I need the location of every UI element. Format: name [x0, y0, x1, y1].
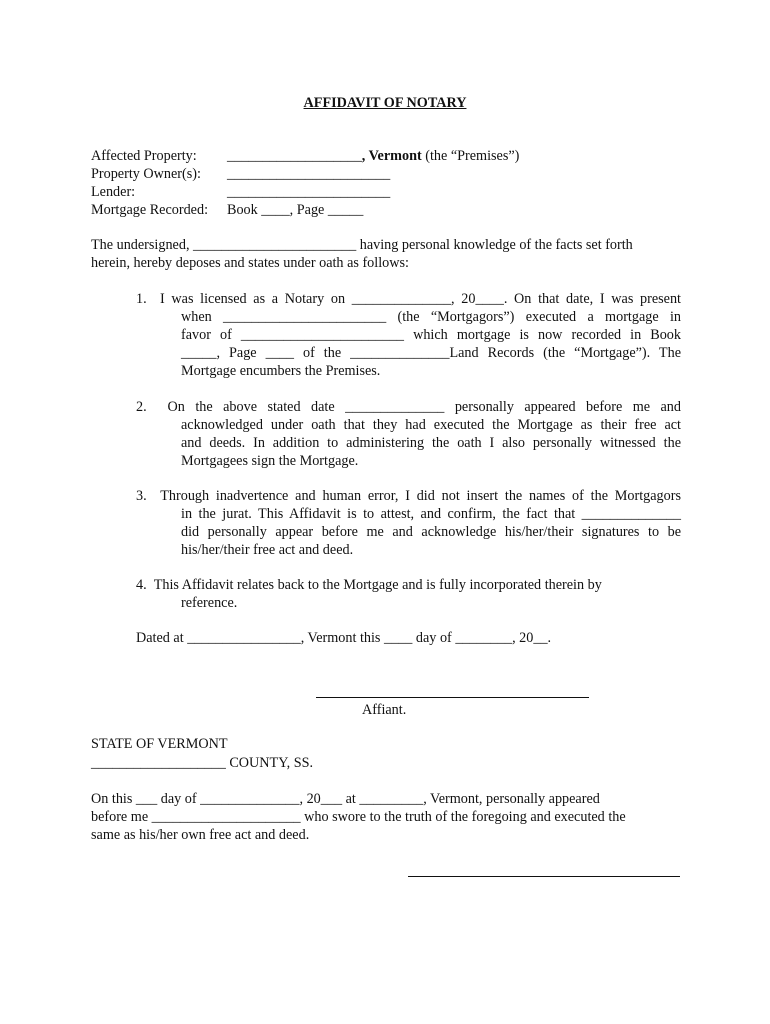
item-line: in the jurat. This Affidavit is to attest, and confirm, the fact that ______________: [181, 506, 681, 522]
property-details: [91, 147, 519, 219]
notary-line: before me _____________________ who swore to the truth of the foregoing and executed the: [91, 809, 626, 825]
item-line: Mortgagees sign the Mortgage.: [181, 453, 359, 469]
item-line: favor of _______________________ which mortgage is now recorded in Book: [181, 327, 681, 343]
item-first-line: 3. Through inadvertence and human error, I did not insert the names of the Mortgagors: [136, 488, 681, 504]
affiant-signature-line: [316, 697, 589, 698]
property-value: _______________________: [227, 166, 391, 182]
property-label: Property Owner(s):: [91, 166, 201, 182]
item-line: acknowledged under oath that they had executed the Mortgage as their free act: [181, 417, 681, 433]
item-line: _____, Page ____ of the ______________Land Records (the “Mortgage”). The: [181, 345, 681, 361]
property-row-owners: [91, 165, 519, 183]
item-line: when _______________________ (the “Mortgagors”) executed a mortgage in: [181, 309, 681, 325]
county-line: ___________________ COUNTY, SS.: [91, 755, 314, 771]
item-first-line: 2. On the above stated date ______________ personally appeared before me and: [136, 399, 681, 415]
property-row-mortgage-recorded: [91, 201, 519, 219]
notary-line: same as his/her own free act and deed.: [91, 827, 310, 843]
intro-line: The undersigned, _______________________ having personal knowledge of the facts set forth: [91, 237, 633, 253]
item-line: reference.: [181, 595, 238, 611]
property-label: Affected Property:: [91, 148, 197, 164]
item-continuation: [136, 416, 681, 470]
document-title: AFFIDAVIT OF NOTARY: [303, 95, 467, 111]
item-first-line: 1. I was licensed as a Notary on ______________, 20____. On that date, I was present: [136, 291, 681, 307]
numbered-item-3: [136, 487, 681, 559]
affiant-label: Affiant.: [362, 702, 407, 718]
notary-line: On this ___ day of ______________, 20___ at _________, Vermont, personally appeared: [91, 791, 600, 807]
numbered-item-1: [136, 290, 681, 380]
item-first-line: 4. This Affidavit relates back to the Mortgage and is fully incorporated therein by: [136, 577, 602, 593]
item-continuation: [136, 308, 681, 380]
property-value: _______________________: [227, 184, 391, 200]
intro-paragraph: [91, 236, 681, 272]
item-continuation: [136, 505, 681, 559]
item-line: and deeds. In addition to administering the oath I also personally witnessed the: [181, 435, 681, 451]
property-row-affected: [91, 147, 519, 165]
item-line: his/her/their free act and deed.: [181, 542, 354, 558]
property-value: Book ____, Page _____: [227, 202, 364, 218]
property-label: Lender:: [91, 184, 136, 200]
numbered-item-2: [136, 398, 681, 470]
dated-line: Dated at ________________, Vermont this ____ day of ________, 20__.: [136, 630, 552, 646]
state-heading: STATE OF VERMONT: [91, 736, 228, 752]
item-line: Mortgage encumbers the Premises.: [181, 363, 381, 379]
property-value: ___________________, Vermont (the “Premises”): [227, 148, 520, 164]
item-line: did personally appear before me and acknowledge his/her/their signatures to be: [181, 524, 681, 540]
item-continuation: [136, 594, 681, 612]
property-row-lender: [91, 183, 519, 201]
notary-signature-line: [408, 876, 680, 877]
intro-line: herein, hereby deposes and states under oath as follows:: [91, 255, 409, 271]
notary-acknowledgment: [91, 790, 681, 844]
numbered-item-4: [136, 576, 681, 612]
property-label: Mortgage Recorded:: [91, 202, 209, 218]
